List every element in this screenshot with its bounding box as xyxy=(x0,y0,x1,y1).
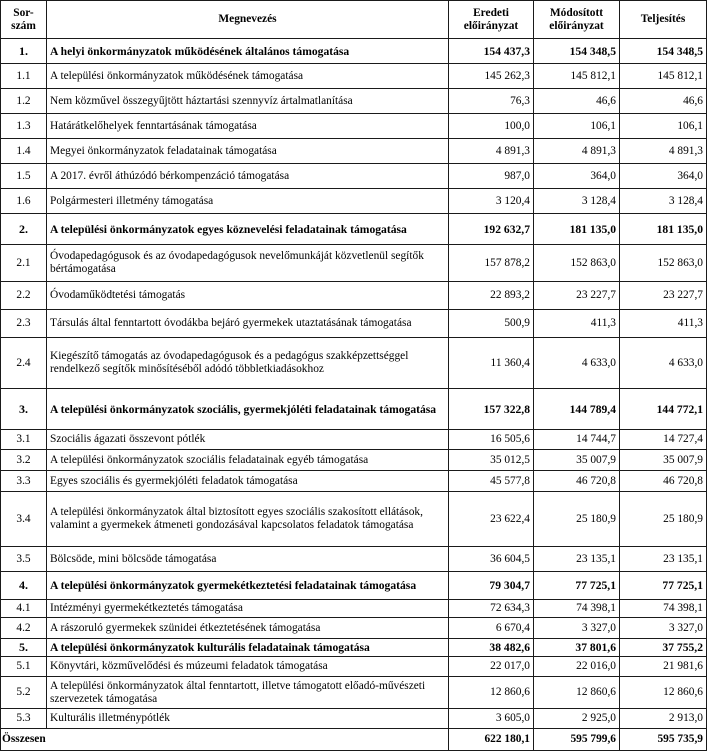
row-number: 4.1 xyxy=(1,600,47,618)
row-original: 16 505,6 xyxy=(449,430,534,450)
row-modified: 46 720,8 xyxy=(534,471,620,492)
table-row xyxy=(1,389,707,430)
row-modified: 4 891,3 xyxy=(534,139,620,164)
table-row xyxy=(1,189,707,214)
row-fulfilment: 411,3 xyxy=(620,310,707,338)
total-fulfilment: 595 735,9 xyxy=(620,729,707,751)
header-original-appropriation xyxy=(449,1,534,39)
row-fulfilment: 21 981,6 xyxy=(620,657,707,677)
row-fulfilment: 181 135,0 xyxy=(620,214,707,245)
row-modified: 154 348,5 xyxy=(534,39,620,64)
row-original: 38 482,6 xyxy=(449,639,534,657)
row-modified: 12 860,6 xyxy=(534,677,620,709)
row-original: 79 304,7 xyxy=(449,572,534,600)
header-num-line1: Sor- xyxy=(13,6,34,19)
row-modified: 3 128,4 xyxy=(534,189,620,214)
header-orig-line1: Eredeti xyxy=(473,6,509,19)
row-original: 3 120,4 xyxy=(449,189,534,214)
table-row xyxy=(1,657,707,677)
table-row xyxy=(1,547,707,572)
row-original: 987,0 xyxy=(449,164,534,189)
header-fulfilment: Teljesítés xyxy=(620,1,707,39)
table-row xyxy=(1,164,707,189)
row-number: 1.5 xyxy=(1,164,47,189)
row-name: Óvodaműködtetési támogatás xyxy=(47,282,449,310)
row-fulfilment: 46 720,8 xyxy=(620,471,707,492)
row-number: 3.1 xyxy=(1,430,47,450)
row-original: 157 878,2 xyxy=(449,245,534,282)
row-number: 1.6 xyxy=(1,189,47,214)
row-modified: 411,3 xyxy=(534,310,620,338)
table-row xyxy=(1,709,707,729)
row-modified: 3 327,0 xyxy=(534,618,620,639)
row-fulfilment: 46,6 xyxy=(620,89,707,114)
row-name: A települési önkormányzatok szociális feladatainak egyéb támogatása xyxy=(47,450,449,471)
table-row xyxy=(1,618,707,639)
row-original: 4 891,3 xyxy=(449,139,534,164)
row-original: 35 012,5 xyxy=(449,450,534,471)
row-name: A települési önkormányzatok kulturális feladatainak támogatása xyxy=(47,639,449,657)
row-number: 1. xyxy=(1,39,47,64)
row-name: Intézményi gyermekétkeztetés támogatása xyxy=(47,600,449,618)
row-name: Társulás által fenntartott óvodákba bejáró gyermekek utaztatásának támogatása xyxy=(47,310,449,338)
row-number: 2.4 xyxy=(1,338,47,389)
row-fulfilment: 3 327,0 xyxy=(620,618,707,639)
row-number: 2.3 xyxy=(1,310,47,338)
row-name: Polgármesteri illetmény támogatása xyxy=(47,189,449,214)
row-number: 5. xyxy=(1,639,47,657)
table-row xyxy=(1,450,707,471)
row-fulfilment: 12 860,6 xyxy=(620,677,707,709)
row-name: A települési önkormányzatok által biztosított egyes szociális szakosított ellátások, valamint a gyermekek átmeneti gondozásával kapcsolatos feladatok támogatása xyxy=(47,492,449,547)
table-row xyxy=(1,114,707,139)
row-fulfilment: 4 633,0 xyxy=(620,338,707,389)
table-row xyxy=(1,572,707,600)
table-row xyxy=(1,89,707,114)
row-name: A települési önkormányzatok által fenntartott, illetve támogatott előadó-művészeti szervezetek támogatása xyxy=(47,677,449,709)
row-number: 4.2 xyxy=(1,618,47,639)
row-modified: 37 801,6 xyxy=(534,639,620,657)
row-name: Könyvtári, közművelődési és múzeumi feladatok támogatása xyxy=(47,657,449,677)
row-name: Kiegészítő támogatás az óvodapedagógusok és a pedagógus szakképzettséggel rendelkező segítők minősítéséből adódó többletkiadásokhoz xyxy=(47,338,449,389)
row-number: 5.3 xyxy=(1,709,47,729)
row-fulfilment: 3 128,4 xyxy=(620,189,707,214)
row-original: 23 622,4 xyxy=(449,492,534,547)
header-modified-appropriation xyxy=(534,1,620,39)
row-original: 145 262,3 xyxy=(449,64,534,89)
row-number: 5.2 xyxy=(1,677,47,709)
row-original: 157 322,8 xyxy=(449,389,534,430)
row-original: 22 893,2 xyxy=(449,282,534,310)
row-name: Egyes szociális és gyermekjóléti feladatok támogatása xyxy=(47,471,449,492)
row-number: 3. xyxy=(1,389,47,430)
row-name: Nem közművel összegyűjtött háztartási szennyvíz ártalmatlanítása xyxy=(47,89,449,114)
row-original: 500,9 xyxy=(449,310,534,338)
table-row xyxy=(1,677,707,709)
total-original: 622 180,1 xyxy=(449,729,534,751)
row-original: 22 017,0 xyxy=(449,657,534,677)
row-modified: 145 812,1 xyxy=(534,64,620,89)
table-row xyxy=(1,639,707,657)
row-fulfilment: 37 755,2 xyxy=(620,639,707,657)
header-name: Megnevezés xyxy=(47,1,449,39)
row-name: A települési önkormányzatok működésének támogatása xyxy=(47,64,449,89)
row-original: 11 360,4 xyxy=(449,338,534,389)
row-number: 1.2 xyxy=(1,89,47,114)
row-original: 3 605,0 xyxy=(449,709,534,729)
row-original: 45 577,8 xyxy=(449,471,534,492)
row-fulfilment: 23 135,1 xyxy=(620,547,707,572)
header-mod-line2: előirányzat xyxy=(549,19,604,32)
row-number: 1.3 xyxy=(1,114,47,139)
row-modified: 25 180,9 xyxy=(534,492,620,547)
header-num-line2: szám xyxy=(11,19,36,32)
header-mod-line1: Módosított xyxy=(549,6,604,19)
total-modified: 595 799,6 xyxy=(534,729,620,751)
row-number: 1.1 xyxy=(1,64,47,89)
row-modified: 35 007,9 xyxy=(534,450,620,471)
header-row-number xyxy=(1,1,47,39)
row-modified: 23 227,7 xyxy=(534,282,620,310)
row-original: 12 860,6 xyxy=(449,677,534,709)
row-fulfilment: 35 007,9 xyxy=(620,450,707,471)
table-row xyxy=(1,471,707,492)
row-fulfilment: 74 398,1 xyxy=(620,600,707,618)
row-modified: 74 398,1 xyxy=(534,600,620,618)
row-name: A települési önkormányzatok szociális, gyermekjóléti feladatainak támogatása xyxy=(47,389,449,430)
total-label: Összesen xyxy=(1,729,449,751)
row-number: 5.1 xyxy=(1,657,47,677)
row-fulfilment: 14 727,4 xyxy=(620,430,707,450)
row-number: 3.3 xyxy=(1,471,47,492)
row-number: 2.1 xyxy=(1,245,47,282)
row-name: Kulturális illetménypótlék xyxy=(47,709,449,729)
row-fulfilment: 106,1 xyxy=(620,114,707,139)
table-row xyxy=(1,492,707,547)
table-row xyxy=(1,245,707,282)
row-name: Óvodapedagógusok és az óvodapedagógusok nevelőmunkáját közvetlenül segítők bértámogatása xyxy=(47,245,449,282)
row-fulfilment: 145 812,1 xyxy=(620,64,707,89)
table-row xyxy=(1,338,707,389)
row-original: 36 604,5 xyxy=(449,547,534,572)
row-modified: 144 789,4 xyxy=(534,389,620,430)
row-fulfilment: 25 180,9 xyxy=(620,492,707,547)
table-row xyxy=(1,214,707,245)
row-modified: 2 925,0 xyxy=(534,709,620,729)
table-row xyxy=(1,64,707,89)
header-orig-line2: előirányzat xyxy=(463,19,519,32)
row-name: Bölcsöde, mini bölcsöde támogatása xyxy=(47,547,449,572)
table-row xyxy=(1,310,707,338)
row-modified: 46,6 xyxy=(534,89,620,114)
row-number: 3.4 xyxy=(1,492,47,547)
row-number: 4. xyxy=(1,572,47,600)
row-modified: 364,0 xyxy=(534,164,620,189)
table-row xyxy=(1,39,707,64)
row-modified: 4 633,0 xyxy=(534,338,620,389)
row-fulfilment: 2 913,0 xyxy=(620,709,707,729)
row-modified: 106,1 xyxy=(534,114,620,139)
row-modified: 23 135,1 xyxy=(534,547,620,572)
row-modified: 14 744,7 xyxy=(534,430,620,450)
row-fulfilment: 152 863,0 xyxy=(620,245,707,282)
row-name: A települési önkormányzatok egyes köznevelési feladatainak támogatása xyxy=(47,214,449,245)
row-original: 154 437,3 xyxy=(449,39,534,64)
row-original: 192 632,7 xyxy=(449,214,534,245)
table-row xyxy=(1,282,707,310)
row-name: A rászoruló gyermekek szünidei étkeztetésének támogatása xyxy=(47,618,449,639)
row-modified: 152 863,0 xyxy=(534,245,620,282)
row-name: A 2017. évről áthúzódó bérkompenzáció támogatása xyxy=(47,164,449,189)
row-fulfilment: 154 348,5 xyxy=(620,39,707,64)
row-number: 2.2 xyxy=(1,282,47,310)
row-number: 3.5 xyxy=(1,547,47,572)
row-original: 100,0 xyxy=(449,114,534,139)
row-name: Határátkelőhelyek fenntartásának támogatása xyxy=(47,114,449,139)
row-name: Szociális ágazati összevont pótlék xyxy=(47,430,449,450)
row-name: Megyei önkormányzatok feladatainak támogatása xyxy=(47,139,449,164)
header-row xyxy=(1,1,707,39)
row-modified: 22 016,0 xyxy=(534,657,620,677)
row-fulfilment: 77 725,1 xyxy=(620,572,707,600)
row-fulfilment: 4 891,3 xyxy=(620,139,707,164)
row-name: A helyi önkormányzatok működésének általános támogatása xyxy=(47,39,449,64)
table-row xyxy=(1,600,707,618)
table-row xyxy=(1,430,707,450)
row-original: 72 634,3 xyxy=(449,600,534,618)
row-fulfilment: 364,0 xyxy=(620,164,707,189)
row-original: 76,3 xyxy=(449,89,534,114)
row-modified: 77 725,1 xyxy=(534,572,620,600)
row-name: A települési önkormányzatok gyermekétkeztetési feladatainak támogatása xyxy=(47,572,449,600)
row-original: 6 670,4 xyxy=(449,618,534,639)
row-fulfilment: 144 772,1 xyxy=(620,389,707,430)
row-number: 1.4 xyxy=(1,139,47,164)
row-number: 3.2 xyxy=(1,450,47,471)
table-row xyxy=(1,139,707,164)
row-fulfilment: 23 227,7 xyxy=(620,282,707,310)
row-modified: 181 135,0 xyxy=(534,214,620,245)
row-number: 2. xyxy=(1,214,47,245)
